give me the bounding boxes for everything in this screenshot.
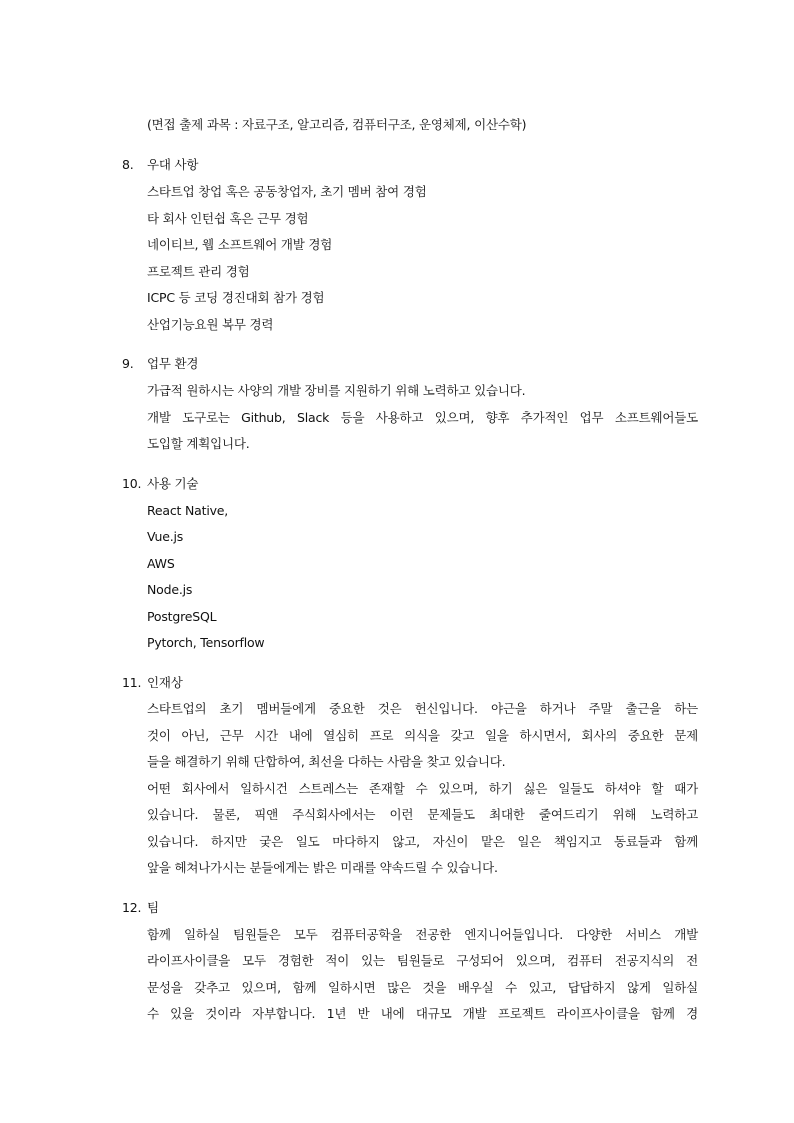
list-item: PostgreSQL xyxy=(147,609,217,624)
paragraph-line: 개발 도구로는 Github, Slack 등을 사용하고 있으며, 향후 추가적인 업무 소프트웨어들도 xyxy=(147,410,698,425)
section-11-number: 11. xyxy=(122,675,142,690)
list-item: 타 회사 인턴쉽 혹은 근무 경험 xyxy=(147,211,309,226)
section-11-title: 인재상 xyxy=(147,675,183,690)
section-9-number: 9. xyxy=(122,356,134,371)
list-item: Vue.js xyxy=(147,529,184,544)
paragraph-line: 앞을 헤쳐나가시는 분들에게는 밝은 미래를 약속드릴 수 있습니다. xyxy=(147,860,498,875)
section-8-title: 우대 사항 xyxy=(147,157,199,172)
paragraph-line: 스타트업의 초기 멤버들에게 중요한 것은 헌신입니다. 야근을 하거나 주말 출근을 하는 xyxy=(147,701,698,716)
paragraph-line: 것이 아닌, 근무 시간 내에 열심히 프로 의식을 갖고 일을 하시면서, 회사의 중요한 문제 xyxy=(147,728,698,743)
section-8-number: 8. xyxy=(122,157,134,172)
paragraph-line: 라이프사이클을 모두 경험한 적이 있는 팀원들로 구성되어 있으며, 컴퓨터 전공지식의 전 xyxy=(147,953,698,968)
paragraph-line: 수 있을 것이라 자부합니다. 1년 반 내에 대규모 개발 프로젝트 라이프사이클을 함께 경 xyxy=(147,1006,698,1021)
list-item: 산업기능요원 복무 경력 xyxy=(147,317,274,332)
list-item: 스타트업 창업 혹은 공동창업자, 초기 멤버 참여 경험 xyxy=(147,184,427,199)
list-item: Node.js xyxy=(147,582,193,597)
section-9-title: 업무 환경 xyxy=(147,356,199,371)
list-item: AWS xyxy=(147,556,175,571)
list-item: React Native, xyxy=(147,503,229,518)
section-10-number: 10. xyxy=(122,476,142,491)
paragraph-line: 어떤 회사에서 일하시건 스트레스는 존재할 수 있으며, 하기 싫은 일들도 하셔야 할 때가 xyxy=(147,781,698,796)
paragraph-line: 함께 일하실 팀원들은 모두 컴퓨터공학을 전공한 엔지니어들입니다. 다양한 서비스 개발 xyxy=(147,927,698,942)
paragraph-line: 있습니다. 하지만 궂은 일도 마다하지 않고, 자신이 맡은 일은 책임지고 동료들과 함께 xyxy=(147,834,698,849)
list-item: 네이티브, 웹 소프트웨어 개발 경험 xyxy=(147,237,333,252)
paragraph-line: 가급적 원하시는 사양의 개발 장비를 지원하기 위해 노력하고 있습니다. xyxy=(147,383,526,398)
list-item: ICPC 등 코딩 경진대회 참가 경험 xyxy=(147,290,325,305)
paragraph-line: 들을 해결하기 위해 단합하여, 최선을 다하는 사람을 찾고 있습니다. xyxy=(147,754,506,769)
paragraph-line: 있습니다. 물론, 픽앤 주식회사에서는 이런 문제들도 최대한 줄여드리기 위해 노력하고 xyxy=(147,807,698,822)
section-12-number: 12. xyxy=(122,900,142,915)
section-10-title: 사용 기술 xyxy=(147,476,199,491)
interview-subjects-note: (면접 출제 과목 : 자료구조, 알고리즘, 컴퓨터구조, 운영체제, 이산수학) xyxy=(147,117,527,132)
paragraph-line: 도입할 계획입니다. xyxy=(147,436,250,451)
paragraph-line: 문성을 갖추고 있으며, 함께 일하시면 많은 것을 배우실 수 있고, 답답하지 않게 일하실 xyxy=(147,980,698,995)
list-item: Pytorch, Tensorflow xyxy=(147,635,265,650)
list-item: 프로젝트 관리 경험 xyxy=(147,264,250,279)
section-12-title: 팀 xyxy=(147,900,159,915)
